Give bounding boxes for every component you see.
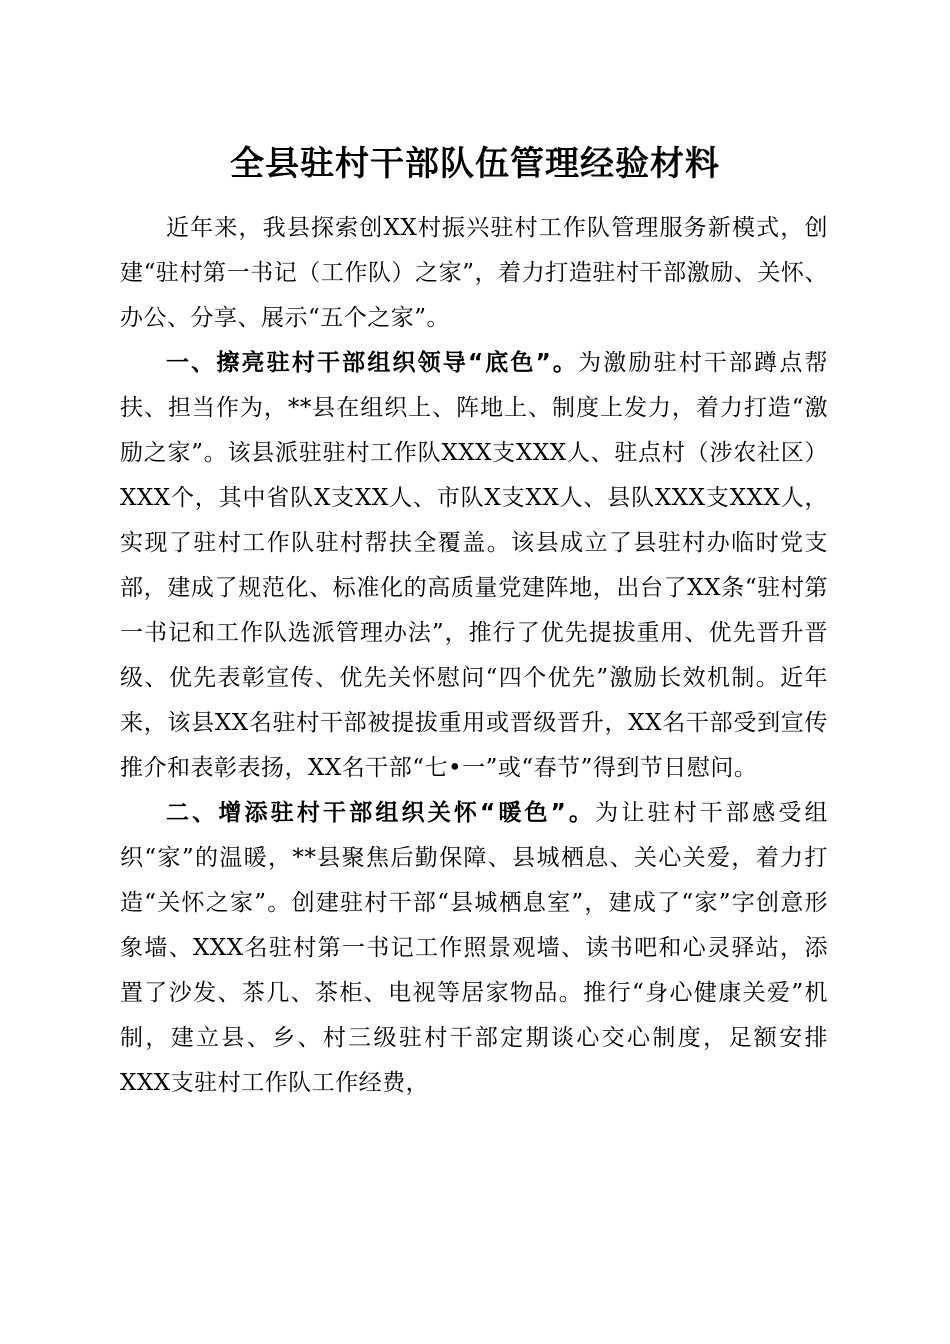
- paragraph-text: 为激励驻村干部蹲点帮扶、担当作为，**县在组织上、阵地上、制度上发力，着力打造“激励之家”。该县派驻驻村工作队XXX支XXX人、驻点村（涉农社区）XXX个，其中省队X支XX人、市队X支XX人、县队XXX支XXX人，实现了驻村工作队驻村帮扶全覆盖。该县成立了县驻村办临时党支部，建成了规范化、标准化的高质量党建阵地，出台了XX条“驻村第一书记和工作队选派管理办法”，推行了优先提拔重用、优先晋升晋级、优先表彰宣传、优先关怀慰问“四个优先”激励长效机制。近年来，该县XX名驻村干部被提拔重用或晋级晋升，XX名干部受到宣传推介和表彰表扬，XX名干部“七•一”或“春节”得到节日慰问。: [120, 350, 829, 781]
- paragraph-section-1: [120, 341, 828, 791]
- document-title: 全县驻村干部队伍管理经验材料: [230, 144, 720, 184]
- paragraph-text: 为让驻村干部感受组织“家”的温暖，**县聚焦后勤保障、县城栖息、关心关爱，着力打造“关怀之家”。创建驻村干部“县城栖息室”，建成了“家”字创意形象墙、XXX名驻村第一书记工作照景观墙、读书吧和心灵驿站，添置了沙发、茶几、茶柜、电视等居家物品。推行“身心健康关爱”机制，建立县、乡、村三级驻村干部定期谈心交心制度，足额安排XXX支驻村工作队工作经费，: [120, 800, 829, 1096]
- paragraph-section-2: [120, 791, 828, 1106]
- section-heading: 一、擦亮驻村干部组织领导“底色”。: [166, 350, 579, 376]
- section-heading: 二、增添驻村干部组织关怀“暖色”。: [166, 800, 596, 826]
- paragraph-text: 近年来，我县探索创XX村振兴驻村工作队管理服务新模式，创建“驻村第一书记（工作队）之家”，着力打造驻村干部激励、关怀、办公、分享、展示“五个之家”。: [120, 215, 828, 331]
- document-body: [120, 206, 828, 1106]
- paragraph-intro: [120, 206, 828, 341]
